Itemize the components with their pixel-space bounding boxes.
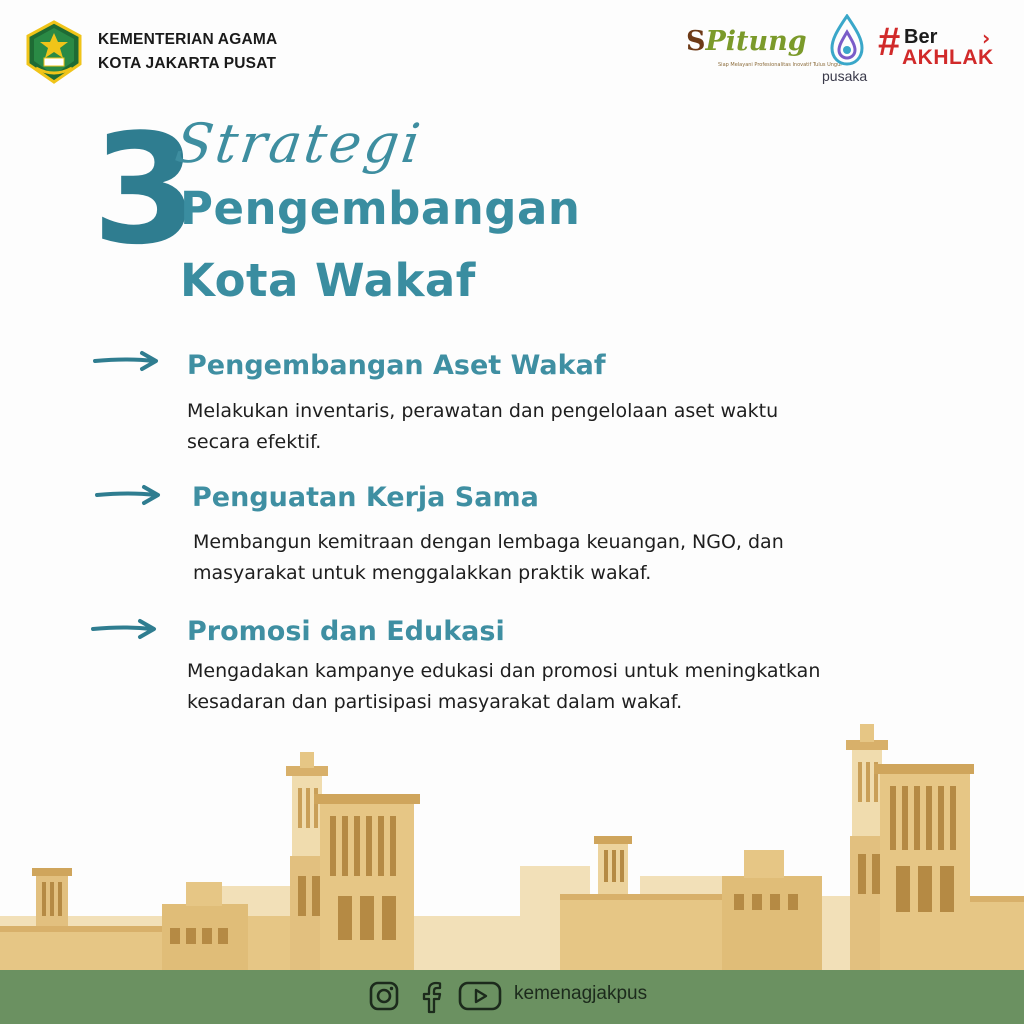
item-desc-3-line1: Mengadakan kampanye edukasi dan promosi untuk meningkatkan [187, 660, 821, 682]
item-desc-1-line2: secara efektif. [187, 431, 322, 453]
item-desc-1 [187, 396, 778, 458]
title-line1: Pengembangan [180, 182, 581, 235]
item-title-1: Pengembangan Aset Wakaf [187, 350, 606, 381]
chevron-right-icon: › [982, 26, 991, 50]
title-line2: Kota Wakaf [180, 254, 476, 307]
youtube-icon[interactable] [458, 980, 502, 1012]
instagram-icon[interactable] [368, 980, 400, 1012]
sipitung-tagline: Siap Melayani Profesionalitas Inovatif Tulus Ungul [718, 62, 842, 68]
sipitung-s: S [686, 26, 706, 57]
item-desc-3 [187, 656, 820, 718]
item-desc-1-line1: Melakukan inventaris, perawatan dan pengelolaan aset waktu [187, 400, 779, 422]
item-desc-2 [193, 527, 784, 589]
org-name-line1: KEMENTERIAN AGAMA [98, 31, 278, 48]
arrow-right-icon [92, 350, 162, 372]
sipitung-logo [686, 26, 842, 70]
title-script: Strategi [171, 112, 427, 175]
social-handle[interactable]: kemenagjakpus [514, 983, 648, 1004]
pusaka-icon [826, 14, 868, 70]
org-name [98, 28, 277, 76]
footer-bar [0, 970, 1024, 1024]
item-desc-2-line2: masyarakat untuk menggalakkan praktik wakaf. [193, 562, 652, 584]
sipitung-text: Pitung [705, 26, 807, 57]
arrow-right-icon [90, 618, 160, 640]
kemenag-logo [22, 20, 86, 84]
pusaka-label: pusaka [822, 68, 868, 84]
akhlak-ber: Ber [904, 26, 938, 48]
org-name-line2: KOTA JAKARTA PUSAT [98, 55, 277, 72]
item-title-2: Penguatan Kerja Sama [192, 482, 539, 513]
title-number: 3 [92, 101, 194, 278]
arrow-right-icon [94, 484, 164, 506]
akhlak-main: AKHLAK [902, 46, 994, 69]
city-skyline-illustration [0, 716, 1024, 974]
facebook-icon[interactable] [418, 980, 446, 1014]
item-desc-2-line1: Membangun kemitraan dengan lembaga keuangan, NGO, dan [193, 531, 784, 553]
item-desc-3-line2: kesadaran dan partisipasi masyarakat dalam wakaf. [187, 691, 683, 713]
akhlak-hash: # [878, 20, 901, 64]
item-title-3: Promosi dan Edukasi [187, 616, 505, 647]
